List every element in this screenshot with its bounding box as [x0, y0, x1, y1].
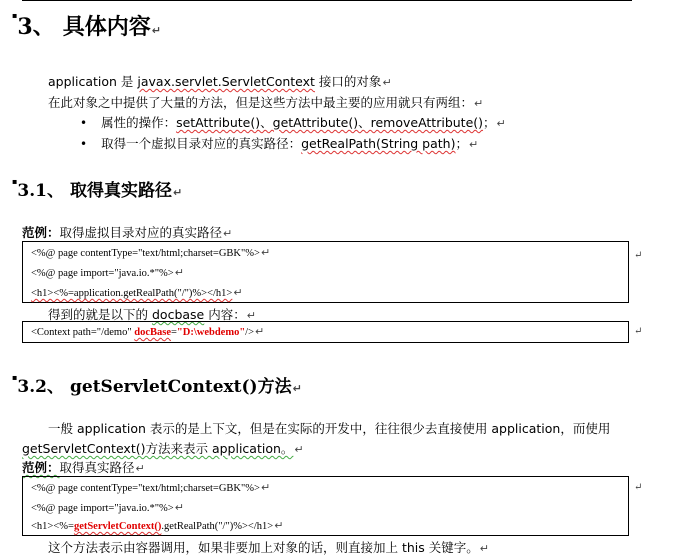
bullet-post: ；: [455, 136, 468, 151]
return-mark-icon: ↵: [274, 519, 284, 532]
code-line: [31, 286, 243, 299]
bullet-item-attributes: [80, 113, 506, 131]
return-mark-icon: ↵: [634, 482, 643, 493]
result-post: 内容：: [204, 307, 246, 322]
section-title: 取得真实路径: [70, 181, 172, 201]
code-text: <%@ page import="java.io.*"%>: [31, 268, 174, 279]
code-line: [31, 519, 283, 532]
code-text: <%@ page contentType="text/html;charset=GBK"%>: [31, 248, 260, 259]
return-mark-icon: ↵: [246, 309, 256, 322]
return-mark-icon: ↵: [223, 227, 233, 240]
code-line: [31, 266, 184, 279]
docbase-value: "D:\webdemo": [176, 327, 246, 338]
result-pre: 得到的就是以下的: [48, 307, 152, 322]
context-eq: =: [171, 327, 177, 338]
context-post: />: [245, 327, 255, 338]
heading-square-marker: ▪: [12, 10, 18, 20]
para-text: 一般 application 表示的是上下文，但是在实际的开发中，往往很少去直接使用 application，而使用: [48, 421, 611, 436]
para-32-line-1: [48, 419, 610, 437]
heading-square-marker: ▪: [12, 372, 18, 382]
code-text: <%@ page contentType="text/html;charset=GBK"%>: [31, 483, 260, 494]
code-text: <%@ page import="java.io.*"%>: [31, 503, 174, 514]
return-mark-icon: ↵: [151, 24, 161, 37]
docbase-attr: docBase: [134, 327, 171, 338]
return-mark-icon: ↵: [174, 266, 184, 279]
section-title: getServletContext()方法: [70, 377, 292, 397]
return-mark-icon: ↵: [260, 481, 271, 494]
return-mark-icon: ↵: [174, 501, 184, 514]
heading-title: 具体内容: [62, 14, 151, 40]
footer-text: [48, 538, 489, 555]
servlet-context-class: javax.servlet.ServletContext: [137, 74, 315, 89]
return-mark-icon: ↵: [382, 76, 392, 89]
section-32-heading: [12, 372, 302, 397]
code-line: [31, 501, 184, 514]
return-mark-icon: ↵: [634, 326, 643, 337]
code-post: .getRealPath("/")%></h1>: [161, 521, 274, 532]
intro-text: application 是: [48, 74, 138, 89]
section-31-heading: [12, 176, 182, 201]
example-text: 取得真实路径: [59, 460, 135, 475]
page-top-rule: [22, 0, 632, 1]
bullet-item-realpath: [80, 134, 478, 152]
return-mark-icon: ↵: [173, 186, 183, 199]
para-text: getServletContext()方法来表示 application。: [22, 441, 294, 456]
example-31: [22, 223, 232, 241]
return-mark-icon: ↵: [233, 286, 243, 299]
code-block-32: [22, 476, 629, 536]
bullet-code: getRealPath(String path): [301, 136, 456, 151]
intro-line-2: [48, 93, 483, 111]
return-mark-icon: ↵: [135, 462, 145, 475]
example-32: [22, 458, 145, 476]
return-mark-icon: ↵: [479, 542, 489, 555]
section-number: 3.1、: [17, 181, 64, 201]
return-mark-icon: ↵: [255, 325, 265, 338]
return-mark-icon: ↵: [474, 97, 484, 110]
heading-number: 3、: [17, 14, 55, 40]
code-line: [31, 481, 270, 494]
return-mark-icon: ↵: [260, 246, 271, 259]
footer-line: 这个方法表示由容器调用，如果非要加上对象的话，则直接加上 this 关键字。: [48, 540, 479, 555]
code-text: <h1><%=application.getRealPath("/")%></h1>: [31, 288, 233, 299]
return-mark-icon: ↵: [294, 443, 304, 456]
context-line: [31, 325, 264, 338]
bullet-post: ；: [483, 115, 496, 130]
example-text: 取得虚拟目录对应的真实路径: [59, 225, 223, 240]
main-heading: [12, 10, 161, 41]
intro-line-1: [48, 72, 392, 90]
bullet-icon: •: [80, 116, 88, 130]
bullet-icon: •: [80, 137, 88, 151]
get-servlet-context-call: getServletContext(): [73, 521, 162, 532]
return-mark-icon: ↵: [634, 250, 643, 261]
return-mark-icon: ↵: [292, 382, 302, 395]
bullet-label: 属性的操作：: [101, 115, 177, 130]
code-line: [31, 246, 270, 259]
context-pre: <Context path="/demo": [31, 327, 135, 338]
context-code-box: [22, 321, 629, 343]
para-32-line-2: [22, 439, 304, 457]
code-block-31: [22, 241, 629, 303]
return-mark-icon: ↵: [468, 138, 479, 151]
section-number: 3.2、: [17, 377, 64, 397]
example-label: 范例：: [22, 460, 60, 475]
code-pre: <h1><%=: [31, 521, 74, 532]
example-label: 范例：: [22, 225, 60, 240]
return-mark-icon: ↵: [496, 117, 506, 130]
bullet-code: setAttribute()、getAttribute()、removeAttribute(): [176, 115, 484, 130]
bullet-label: 取得一个虚拟目录对应的真实路径：: [101, 136, 302, 151]
docbase-term: docbase: [151, 307, 205, 322]
intro-text-post: 接口的对象: [314, 74, 382, 89]
intro-text-2: 在此对象之中提供了大量的方法，但是这些方法中最主要的应用就只有两组：: [48, 95, 474, 110]
heading-square-marker: ▪: [12, 176, 18, 186]
